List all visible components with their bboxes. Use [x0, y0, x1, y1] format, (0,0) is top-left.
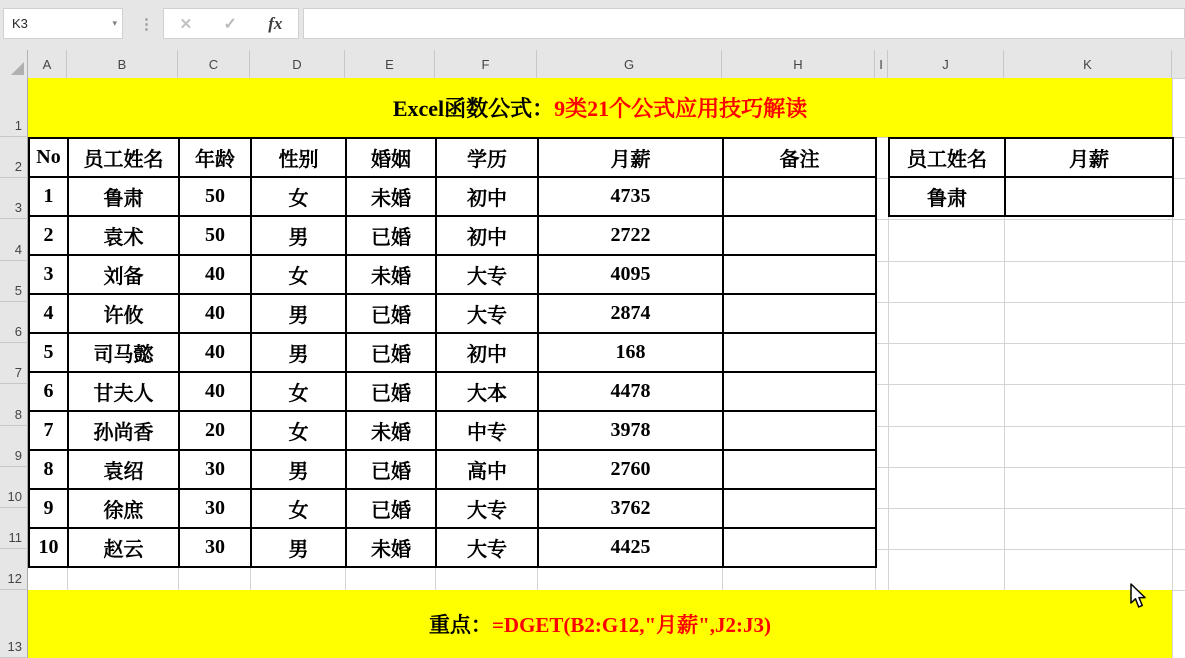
table-cell[interactable]: 男 — [251, 450, 346, 489]
table-row — [29, 177, 876, 216]
column-header-B[interactable]: B — [67, 50, 178, 78]
table-cell[interactable]: 已婚 — [346, 450, 436, 489]
table-row — [29, 411, 876, 450]
row-header-7[interactable]: 7 — [0, 343, 28, 384]
table-cell[interactable]: 未婚 — [346, 528, 436, 567]
table-cell[interactable]: 40 — [179, 372, 251, 411]
table-cell[interactable]: 女 — [251, 411, 346, 450]
row-header-gutter — [0, 78, 28, 658]
select-all-corner[interactable] — [0, 50, 28, 78]
column-header-G[interactable]: G — [537, 50, 722, 78]
table-cell[interactable] — [723, 255, 876, 294]
table-row — [29, 216, 876, 255]
toolbar-separator-icon: ⋮ — [139, 15, 154, 33]
table-cell[interactable]: 徐庶 — [68, 489, 179, 528]
table-row — [29, 372, 876, 411]
table-cell[interactable]: 初中 — [436, 216, 538, 255]
criteria-table — [888, 137, 1174, 217]
table-cell[interactable] — [723, 177, 876, 216]
criteria-value-name[interactable]: 鲁肃 — [889, 177, 1005, 216]
column-header-F[interactable]: F — [435, 50, 537, 78]
employee-table — [28, 137, 877, 568]
table-cell[interactable] — [723, 333, 876, 372]
table-cell[interactable]: 50 — [179, 177, 251, 216]
column-header-J[interactable]: J — [888, 50, 1004, 78]
column-header-A[interactable]: A — [28, 50, 67, 78]
table-cell[interactable]: 中专 — [436, 411, 538, 450]
column-header-H[interactable]: H — [722, 50, 875, 78]
title-prefix: Excel函数公式： — [392, 96, 555, 121]
table-cell[interactable]: 初中 — [436, 333, 538, 372]
table-cell[interactable]: 4095 — [538, 255, 723, 294]
table-cell[interactable] — [723, 450, 876, 489]
table-cell[interactable]: 168 — [538, 333, 723, 372]
table-row — [29, 255, 876, 294]
table-cell[interactable]: 4735 — [538, 177, 723, 216]
table-cell[interactable]: 未婚 — [346, 255, 436, 294]
table-cell[interactable]: 8 — [29, 450, 68, 489]
row-header-10[interactable]: 10 — [0, 467, 28, 508]
row-header-6[interactable]: 6 — [0, 302, 28, 343]
criteria-header-salary[interactable]: 月薪 — [1005, 138, 1173, 177]
table-cell[interactable]: 大专 — [436, 255, 538, 294]
table-cell[interactable]: 30 — [179, 450, 251, 489]
column-header-I[interactable]: I — [875, 50, 888, 78]
criteria-header-name[interactable]: 员工姓名 — [889, 138, 1005, 177]
table-cell[interactable] — [723, 216, 876, 255]
table-cell[interactable]: 5 — [29, 333, 68, 372]
table-cell[interactable]: 9 — [29, 489, 68, 528]
table-header-cell[interactable]: 学历 — [436, 138, 538, 177]
table-cell[interactable]: 赵云 — [68, 528, 179, 567]
table-cell[interactable]: 鲁肃 — [68, 177, 179, 216]
table-cell[interactable]: 大专 — [436, 528, 538, 567]
table-row — [29, 333, 876, 372]
table-cell[interactable]: 3 — [29, 255, 68, 294]
table-cell[interactable]: 女 — [251, 177, 346, 216]
row-header-9[interactable]: 9 — [0, 426, 28, 467]
table-cell[interactable]: 袁绍 — [68, 450, 179, 489]
criteria-value-salary-active-cell[interactable] — [1005, 177, 1173, 216]
table-cell[interactable]: 6 — [29, 372, 68, 411]
column-header-C[interactable]: C — [178, 50, 250, 78]
table-row — [29, 450, 876, 489]
table-cell[interactable]: 2 — [29, 216, 68, 255]
table-cell[interactable]: 20 — [179, 411, 251, 450]
row-header-4[interactable]: 4 — [0, 219, 28, 261]
column-header-D[interactable]: D — [250, 50, 345, 78]
table-cell[interactable]: 甘夫人 — [68, 372, 179, 411]
table-cell[interactable]: 30 — [179, 489, 251, 528]
table-cell[interactable]: 女 — [251, 489, 346, 528]
table-cell[interactable]: 司马懿 — [68, 333, 179, 372]
enter-icon[interactable]: ✓ — [223, 15, 237, 33]
table-cell[interactable]: 40 — [179, 333, 251, 372]
table-row — [29, 528, 876, 567]
table-cell[interactable]: 50 — [179, 216, 251, 255]
formula-toolbar — [0, 0, 1185, 50]
table-cell[interactable]: 已婚 — [346, 294, 436, 333]
name-box-value: K3 — [12, 16, 28, 31]
table-cell[interactable]: 袁术 — [68, 216, 179, 255]
table-cell[interactable]: 4478 — [538, 372, 723, 411]
table-row — [29, 294, 876, 333]
table-cell[interactable]: 1 — [29, 177, 68, 216]
formula-bar-input[interactable] — [303, 8, 1185, 39]
table-cell[interactable]: 已婚 — [346, 216, 436, 255]
table-cell[interactable]: 4425 — [538, 528, 723, 567]
footer-banner-cell[interactable] — [28, 590, 1172, 658]
footer-formula: =DGET(B2:G12,"月薪",J2:J3) — [491, 613, 772, 637]
table-cell[interactable] — [723, 294, 876, 333]
table-cell[interactable]: 男 — [251, 294, 346, 333]
table-header-cell[interactable]: 年龄 — [179, 138, 251, 177]
table-cell[interactable]: 40 — [179, 294, 251, 333]
table-cell[interactable]: 3978 — [538, 411, 723, 450]
formula-buttons — [163, 8, 299, 39]
table-cell[interactable] — [723, 411, 876, 450]
table-cell[interactable]: 40 — [179, 255, 251, 294]
name-box[interactable] — [3, 8, 123, 39]
table-cell[interactable] — [723, 489, 876, 528]
title-banner-cell[interactable] — [28, 78, 1172, 137]
table-cell[interactable]: 高中 — [436, 450, 538, 489]
chevron-down-icon[interactable]: ▾ — [112, 18, 117, 28]
table-cell[interactable]: 男 — [251, 528, 346, 567]
table-cell[interactable]: 2722 — [538, 216, 723, 255]
table-header-cell[interactable]: 月薪 — [538, 138, 723, 177]
table-cell[interactable] — [723, 372, 876, 411]
table-cell[interactable] — [723, 528, 876, 567]
footer-prefix: 重点： — [428, 613, 492, 637]
table-cell[interactable]: 4 — [29, 294, 68, 333]
table-header-row — [29, 138, 876, 177]
insert-function-icon[interactable]: fx — [268, 13, 283, 33]
table-cell[interactable]: 2760 — [538, 450, 723, 489]
table-cell[interactable]: 大专 — [436, 489, 538, 528]
table-cell[interactable]: 未婚 — [346, 411, 436, 450]
table-cell[interactable]: 许攸 — [68, 294, 179, 333]
table-cell[interactable]: 女 — [251, 255, 346, 294]
table-cell[interactable]: 已婚 — [346, 333, 436, 372]
table-cell[interactable]: 孙尚香 — [68, 411, 179, 450]
row-header-12[interactable]: 12 — [0, 549, 28, 590]
table-cell[interactable]: 2874 — [538, 294, 723, 333]
table-header-cell[interactable]: 员工姓名 — [68, 138, 179, 177]
row-header-5[interactable]: 5 — [0, 261, 28, 302]
table-cell[interactable]: 初中 — [436, 177, 538, 216]
row-header-8[interactable]: 8 — [0, 384, 28, 426]
table-cell[interactable]: 30 — [179, 528, 251, 567]
row-header-11[interactable]: 11 — [0, 508, 28, 549]
title-highlight: 9类21个公式应用技巧解读 — [554, 96, 808, 121]
table-cell[interactable]: 刘备 — [68, 255, 179, 294]
column-header-K[interactable]: K — [1004, 50, 1172, 78]
table-header-cell[interactable]: No — [29, 138, 68, 177]
table-header-cell[interactable]: 备注 — [723, 138, 876, 177]
table-header-cell[interactable]: 性别 — [251, 138, 346, 177]
table-cell[interactable]: 10 — [29, 528, 68, 567]
table-cell[interactable]: 已婚 — [346, 372, 436, 411]
table-row — [29, 489, 876, 528]
column-header-E[interactable]: E — [345, 50, 435, 78]
table-cell[interactable]: 已婚 — [346, 489, 436, 528]
table-cell[interactable]: 女 — [251, 372, 346, 411]
table-header-cell[interactable]: 婚姻 — [346, 138, 436, 177]
table-cell[interactable]: 男 — [251, 216, 346, 255]
table-cell[interactable]: 3762 — [538, 489, 723, 528]
select-all-triangle-icon — [11, 62, 24, 75]
table-cell[interactable]: 大本 — [436, 372, 538, 411]
cancel-icon[interactable]: ✕ — [179, 15, 193, 33]
row-header-2[interactable]: 2 — [0, 137, 28, 178]
row-header-3[interactable]: 3 — [0, 178, 28, 219]
table-cell[interactable]: 大专 — [436, 294, 538, 333]
table-cell[interactable]: 未婚 — [346, 177, 436, 216]
row-header-1[interactable]: 1 — [0, 78, 28, 137]
table-cell[interactable]: 男 — [251, 333, 346, 372]
row-header-13[interactable]: 13 — [0, 590, 28, 658]
column-header-band — [0, 50, 1185, 78]
table-cell[interactable]: 7 — [29, 411, 68, 450]
